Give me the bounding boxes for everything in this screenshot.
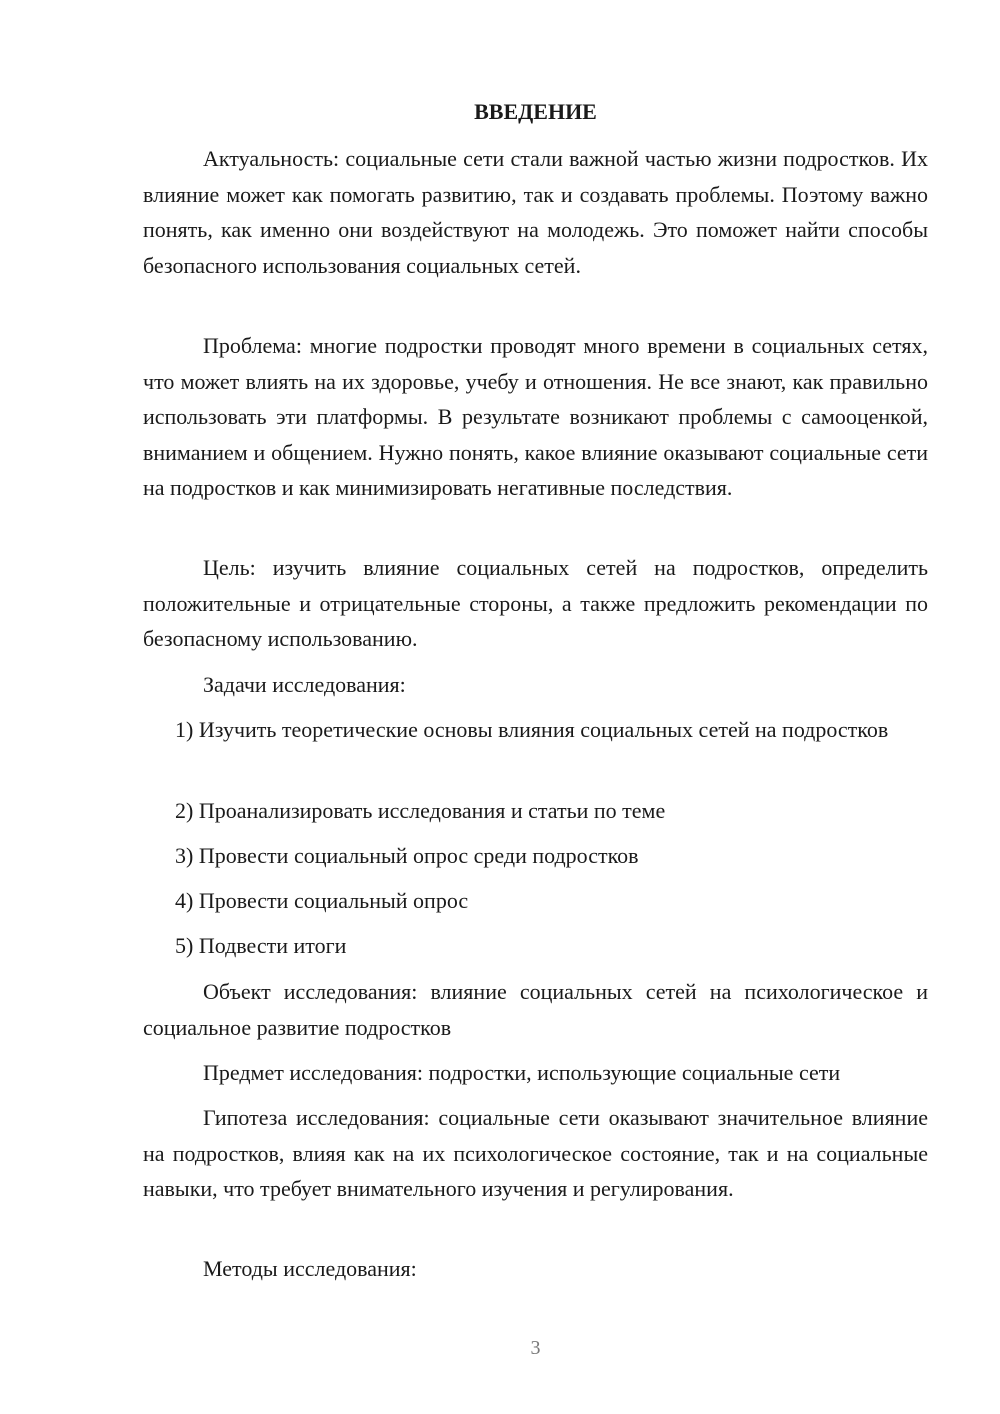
methods-heading: Методы исследования: (203, 1256, 417, 1281)
task-item: 2) Проанализировать исследования и статьи по теме (175, 798, 666, 823)
subject-paragraph: Предмет исследования: подростки, использующие социальные сети (203, 1060, 841, 1085)
object-paragraph: Объект исследования: влияние социальных сетей на психологическое и социальное развитие подростков (143, 979, 928, 1040)
document-page (143, 0, 928, 1414)
tasks-heading: Задачи исследования: (203, 672, 406, 697)
task-item: 5) Подвести итоги (175, 933, 347, 958)
task-item: 1) Изучить теоретические основы влияния социальных сетей на подростков (175, 717, 889, 742)
page-title: ВВЕДЕНИЕ (474, 99, 597, 124)
problem-paragraph: Проблема: многие подростки проводят много времени в социальных сетях, что может влиять на их здоровье, учебу и отношения. Не все знают, как правильно использовать эти платформы. В результате возникают проблемы с самооценкой, вниманием и общением. Нужно понять, какое влияние оказывают социальные сети на подростков и как минимизировать негативные последствия. (143, 333, 928, 500)
page-number: 3 (530, 1337, 541, 1359)
task-item: 3) Провести социальный опрос среди подростков (175, 843, 639, 868)
goal-paragraph: Цель: изучить влияние социальных сетей на подростков, определить положительные и отрицательные стороны, а также предложить рекомендации по безопасному использованию. (143, 555, 928, 651)
relevance-paragraph: Актуальность: социальные сети стали важной частью жизни подростков. Их влияние может как помогать развитию, так и создавать проблемы. Поэтому важно понять, как именно они воздействуют на молодежь. Это поможет найти способы безопасного использования социальных сетей. (143, 146, 928, 278)
hypothesis-paragraph: Гипотеза исследования: социальные сети оказывают значительное влияние на подростков, влияя как на их психологическое состояние, так и на социальные навыки, что требует внимательного изучения и регулирования. (143, 1105, 928, 1201)
task-item: 4) Провести социальный опрос (175, 888, 469, 913)
